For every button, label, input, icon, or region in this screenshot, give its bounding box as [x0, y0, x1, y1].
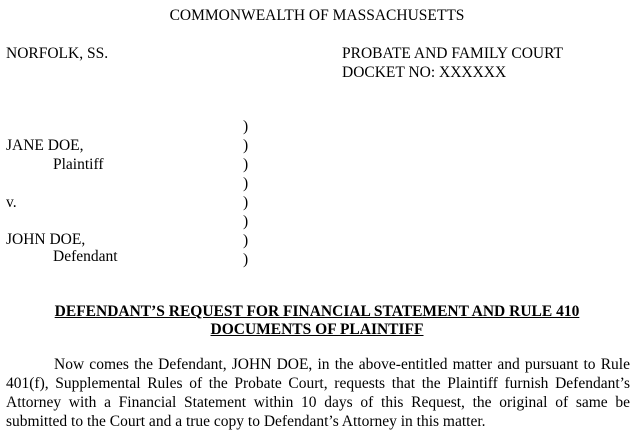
county-label: NORFOLK, SS. — [6, 45, 109, 62]
caption-paren: ) — [243, 213, 249, 230]
versus-label: v. — [6, 194, 17, 211]
defendant-name: JOHN DOE, — [6, 231, 86, 248]
defendant-role: Defendant — [53, 248, 118, 265]
document-title-line-1: DEFENDANT’S REQUEST FOR FINANCIAL STATEMENT AND RULE 410 — [54, 303, 580, 320]
body-paragraph: Now comes the Defendant, JOHN DOE, in the above-entitled matter and pursuant to Rule 401(f), Supplemental Rules of the Probate Court, requests that the Plaintiff furnish Defendant’s Attorney with a Financial Statement within 10 days of this Request, the original of same be submitted to the Court and a true copy to Defendant’s Attorney in this matter. — [6, 356, 630, 430]
docket-number: DOCKET NO: XXXXXX — [342, 64, 507, 81]
caption-paren: ) — [243, 194, 249, 211]
caption-paren: ) — [243, 137, 249, 154]
caption-paren-column — [243, 117, 255, 269]
document-title-line-2: DOCUMENTS OF PLAINTIFF — [210, 321, 424, 338]
plaintiff-name: JANE DOE, — [6, 137, 84, 154]
commonwealth-heading: COMMONWEALTH OF MASSACHUSETTS — [169, 7, 465, 24]
caption-paren: ) — [243, 232, 249, 249]
caption-paren: ) — [243, 175, 249, 192]
caption-paren: ) — [243, 156, 249, 173]
caption-paren: ) — [243, 118, 249, 135]
plaintiff-role: Plaintiff — [53, 156, 104, 173]
court-name: PROBATE AND FAMILY COURT — [342, 45, 563, 62]
document-title — [0, 303, 634, 339]
caption-paren: ) — [243, 251, 249, 268]
